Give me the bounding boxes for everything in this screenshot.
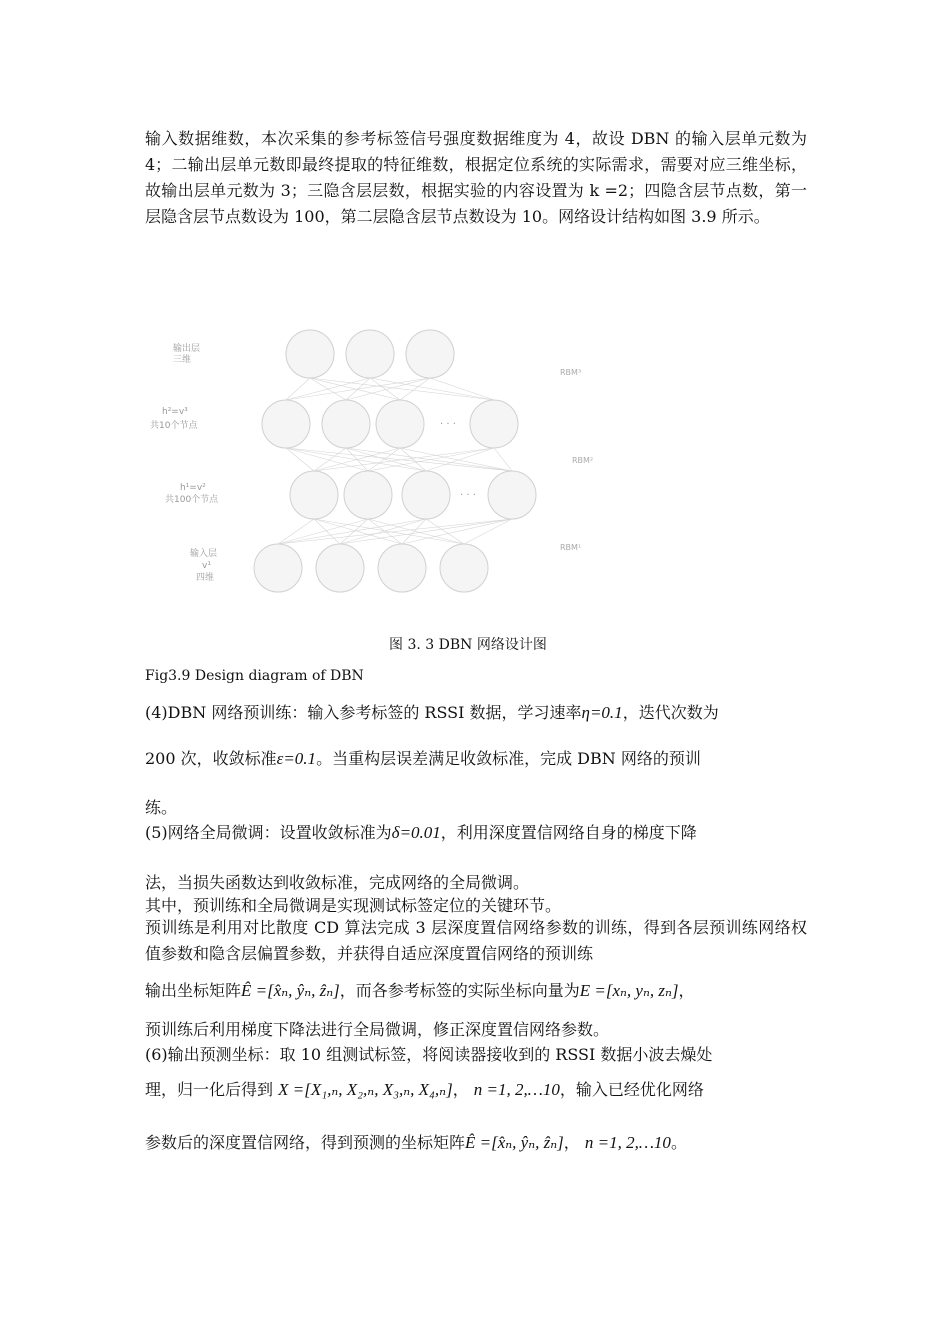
output-node-3 (406, 330, 454, 378)
input-layer-dim: 四维 (196, 573, 215, 583)
hidden2-node-1 (262, 400, 310, 448)
convergence-formula: ε=0.1 (276, 749, 317, 768)
hidden1-node-3 (402, 471, 450, 519)
input-layer-label: 输入层 (190, 549, 218, 559)
step6-text-c: 参数后的深度置信网络，得到预测的坐标矩阵 (145, 1133, 466, 1152)
connection-line (426, 448, 494, 471)
rbm1-label: RBM¹ (560, 543, 582, 552)
step6-sep-1: ， (452, 1080, 469, 1099)
step4-text-c: 200 次，收敛标准 (145, 749, 277, 768)
step5-line2: 法，当损失函数达到收敛标准，完成网络的全局微调。 (145, 873, 530, 892)
step6-line2 (145, 1077, 704, 1100)
input-data-matrix: X =[X₁,ₙ, X₂,ₙ, X₃,ₙ, X₄,ₙ] (278, 1080, 453, 1099)
step4-text-b: ，迭代次数为 (622, 703, 719, 722)
input-node-3 (378, 544, 426, 592)
predicted-coord-matrix: Ê =[x̂ₙ, ŷₙ, ẑₙ] (241, 981, 340, 1000)
network-nodes (254, 330, 536, 592)
input-layer-symbol: v¹ (202, 561, 211, 571)
step6-sep-2: ， (563, 1133, 580, 1152)
hidden-layer-2-formula: h²=v³ (162, 407, 188, 417)
predicted-output-matrix: Ê =[x̂ₙ, ŷₙ, ẑₙ] (465, 1133, 564, 1152)
hidden-layer-1-formula: h¹=v² (180, 483, 206, 493)
hidden1-node-1 (290, 471, 338, 519)
rbm3-label: RBM³ (560, 368, 582, 377)
actual-coord-vector: E =[xₙ, yₙ, zₙ] (579, 981, 679, 1000)
output-layer-label: 输出层 (173, 344, 201, 354)
pretrain-paragraph: 预训练是利用对比散度 CD 算法完成 3 层深度置信网络参数的训练，得到各层预训练网络权值参数和隐含层偏置参数，并获得自适应深度置信网络的预训练 (145, 918, 807, 963)
step4-line1 (145, 700, 719, 723)
input-node-4 (440, 544, 488, 592)
step4-text-a: (4)DBN 网络预训练：输入参考标签的 RSSI 数据，学习速率 (145, 703, 582, 722)
hidden-layer-1-ellipsis: · · · (460, 490, 476, 501)
rbm2-label: RBM² (572, 456, 594, 465)
index-range-2: n =1, 2,…10 (584, 1133, 671, 1152)
output-node-2 (346, 330, 394, 378)
step5-text-a: (5)网络全局微调：设置收敛标准为 (145, 823, 392, 842)
input-node-2 (316, 544, 364, 592)
connection-line (278, 519, 368, 544)
step5-line1 (145, 820, 697, 843)
hidden2-node-3 (376, 400, 424, 448)
pretrain-line3 (145, 978, 694, 1001)
input-node-1 (254, 544, 302, 592)
step6-line3 (145, 1130, 687, 1153)
connection-line (430, 378, 494, 400)
step5-text-b: ，利用深度置信网络自身的梯度下降 (440, 823, 697, 842)
step6-text-a: 理，归一化后得到 (145, 1080, 274, 1099)
step4-line2 (145, 746, 701, 769)
index-range-1: n =1, 2,…10 (473, 1080, 560, 1099)
connection-line (402, 519, 512, 544)
connection-line (286, 448, 512, 471)
hidden-layer-2-count: 共10个节点 (150, 421, 198, 431)
connection-line (310, 378, 494, 400)
pretrain-text-a: 输出坐标矩阵 (145, 981, 242, 1000)
hidden1-node-4 (488, 471, 536, 519)
step6-text-d: 。 (670, 1133, 687, 1152)
connection-line (400, 448, 512, 471)
connection-line (346, 448, 512, 471)
hidden2-node-2 (322, 400, 370, 448)
figure-caption-cn: 图 3. 3 DBN 网络设计图 (389, 637, 547, 653)
hidden-layer-1-count: 共100个节点 (165, 495, 219, 505)
figure-caption-en: Fig3.9 Design diagram of DBN (145, 668, 364, 684)
step5-line3: 其中，预训练和全局微调是实现测试标签定位的关键环节。 (145, 896, 562, 915)
hidden2-node-4 (470, 400, 518, 448)
connection-line (310, 378, 400, 400)
connection-line (278, 519, 314, 544)
hidden-layer-2-ellipsis: · · · (440, 419, 456, 430)
pretrain-text-c: ， (678, 981, 695, 1000)
step6-text-b: ，输入已经优化网络 (559, 1080, 704, 1099)
step6-line1: (6)输出预测坐标：取 10 组测试标签，将阅读器接收到的 RSSI 数据小波去燥处 (145, 1045, 713, 1064)
connection-line (278, 519, 512, 544)
output-layer-dim: 三维 (173, 355, 192, 365)
connection-line (370, 378, 400, 400)
pretrain-line4: 预训练后利用梯度下降法进行全局微调，修正深度置信网络参数。 (145, 1020, 610, 1039)
step4-line3: 练。 (145, 798, 178, 817)
learning-rate-formula: η=0.1 (581, 703, 623, 722)
connection-line (494, 448, 512, 471)
dbn-network-figure (140, 320, 820, 620)
intro-paragraph: 输入数据维数，本次采集的参考标签信号强度数据维度为 4，故设 DBN 的输入层单元数为 4；二输出层单元数即最终提取的特征维数，根据定位系统的实际需求，需要对应三维坐标，故输出层单元数为 3；三隐含层层数，根据实验的内容设置为 k =2；四隐含层节点数，第一层隐含层节点数设为 100，第二层隐含层节点数设为 10。网络设计结构如图 3.9 所示。 (145, 129, 807, 226)
output-node-1 (286, 330, 334, 378)
finetune-convergence-formula: δ=0.01 (391, 823, 441, 842)
connection-line (286, 448, 314, 471)
step4-text-d: 。当重构层误差满足收敛标准，完成 DBN 网络的预训 (316, 749, 701, 768)
pretrain-text-b: ，而各参考标签的实际坐标向量为 (339, 981, 580, 1000)
hidden1-node-2 (344, 471, 392, 519)
connection-line (340, 519, 512, 544)
